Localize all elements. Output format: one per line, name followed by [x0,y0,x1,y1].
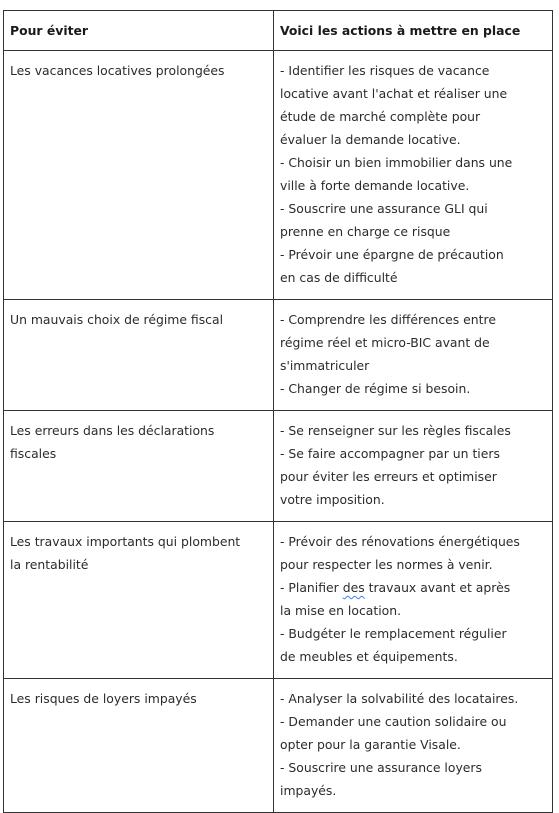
header-actions: Voici les actions à mettre en place [274,11,553,51]
action-line: la mise en location. [280,603,402,618]
action-line: s'immatriculer [280,358,370,373]
table-row [4,522,553,679]
action-line: - Analyser la solvabilité des locataires. [280,691,519,706]
risk-cell: Les risques de loyers impayés [4,679,274,813]
action-line: - Identifier les risques de vacance [280,63,490,78]
action-line: - Budgéter le remplacement régulier [280,626,507,641]
action-line: prenne en charge ce risque [280,224,451,239]
action-line: - Demander une caution solidaire ou [280,714,507,729]
action-line: évaluer la demande locative. [280,132,461,147]
action-line: - Comprendre les différences entre [280,312,496,327]
risk-cell [4,522,274,679]
action-line: opter pour la garantie Visale. [280,737,461,752]
action-line: votre imposition. [280,492,385,507]
action-line: - Prévoir des rénovations énergétiques [280,534,520,549]
risk-line: Les erreurs dans les déclarations [10,423,215,438]
action-line: impayés. [280,783,337,798]
risk-line: Les travaux importants qui plombent [10,534,241,549]
risk-actions-table [3,10,553,813]
actions-cell [274,411,553,522]
actions-cell [274,300,553,411]
action-fragment: travaux avant et après [368,580,511,595]
risk-line: la rentabilité [10,557,89,572]
action-line: - Se faire accompagner par un tiers [280,446,500,461]
action-line: - Se renseigner sur les règles fiscales [280,423,511,438]
table-row [4,679,553,813]
actions-cell [274,51,553,300]
action-line: ville à forte demande locative. [280,178,470,193]
table-row [4,411,553,522]
action-line: étude de marché complète pour [280,109,481,124]
risk-line: fiscales [10,446,57,461]
action-line: régime réel et micro-BIC avant de [280,335,490,350]
action-line: pour respecter les normes à venir. [280,557,493,572]
action-line: - Prévoir une épargne de précaution [280,247,504,262]
action-line: - Souscrire une assurance loyers [280,760,482,775]
action-line: de meubles et équipements. [280,649,458,664]
action-fragment: - Planifier [280,580,339,595]
action-line: - Choisir un bien immobilier dans une [280,155,513,170]
actions-cell [274,679,553,813]
table-header-row [4,11,553,51]
risk-cell [4,411,274,522]
action-line: en cas de difficulté [280,270,398,285]
action-line-with-spellcheck [280,576,546,599]
risk-cell: Les vacances locatives prolongées [4,51,274,300]
actions-cell [274,522,553,679]
action-line: pour éviter les erreurs et optimiser [280,469,497,484]
action-line: locative avant l'achat et réaliser une [280,86,508,101]
action-line: - Souscrire une assurance GLI qui [280,201,488,216]
action-line: - Changer de régime si besoin. [280,381,471,396]
risk-cell: Un mauvais choix de régime fiscal [4,300,274,411]
table-row [4,300,553,411]
table-row [4,51,553,300]
spellcheck-underlined-word[interactable]: des [342,580,365,595]
header-risk: Pour éviter [4,11,274,51]
